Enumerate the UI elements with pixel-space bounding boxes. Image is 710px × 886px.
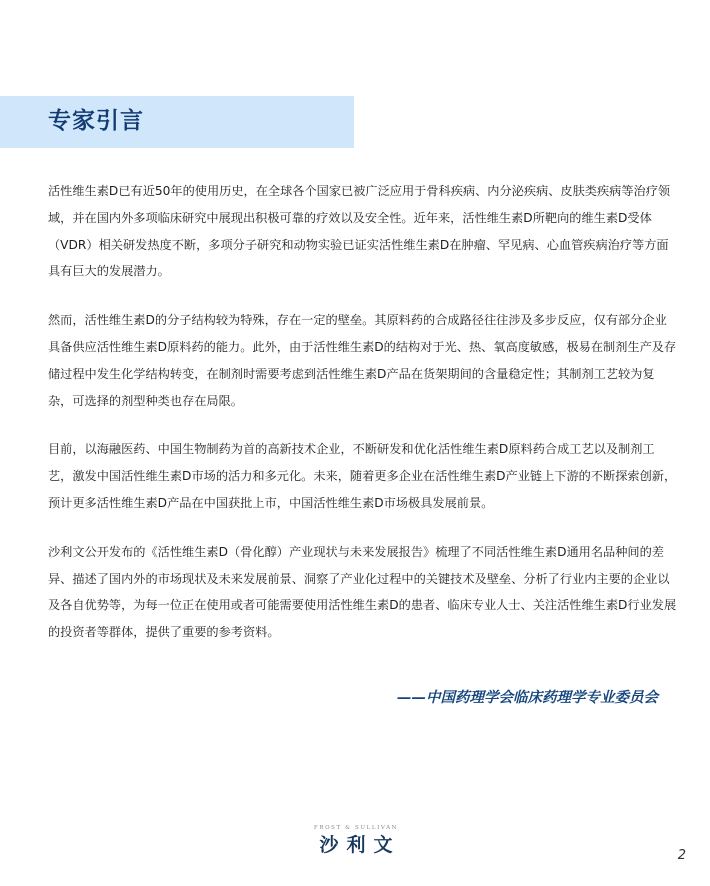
text-line: 目前，以海融医药、中国生物制药为首的高新技术企业，不断研发和优化活性维生素D原料药合成工艺以及制剂工 [48,442,655,457]
text-line: 的投资者等群体，提供了重要的参考资料。 [48,625,280,640]
body-text [48,178,677,668]
text-line: 具备供应活性维生素D原料药的能力。此外，由于活性维生素D的结构对于光、热、氧高度敏感，极易在制剂生产及存 [48,339,677,354]
logo-english: FROST & SULLIVAN [313,825,399,831]
text-line: 储过程中发生化学结构转变，在制剂时需要考虑到活性维生素D产品在货架期间的含量稳定性；其制剂工艺较为复 [48,366,655,381]
text-line: 域，并在国内外多项临床研究中展现出积极可靠的疗效以及安全性。近年来，活性维生素D所靶向的维生素D受体 [48,210,652,225]
signature: ——中国药理学会临床药理学专业委员会 [397,690,658,706]
text-line: 沙利文公开发布的《活性维生素D（骨化醇）产业现状与未来发展报告》梳理了不同活性维生素D通用名品种间的差 [48,544,664,559]
text-line: 然而，活性维生素D的分子结构较为特殊，存在一定的壁垒。其原料药的合成路径往往涉及多步反应，仅有部分企业 [48,313,667,328]
paragraph-4 [48,539,677,646]
text-line: 异、描述了国内外的市场现状及未来发展前景、洞察了产业化过程中的关键技术及壁垒、分析了行业内主要的企业以 [48,571,670,586]
text-line: （VDR）相关研发热度不断，多项分子研究和动物实验已证实活性维生素D在肿瘤、罕见病、心血管疾病治疗等方面 [48,237,669,252]
paragraph-3 [48,436,677,516]
page-number: 2 [677,848,686,863]
paragraph-1 [48,178,671,285]
text-line: 艺，激发中国活性维生素D市场的活力和多元化。未来，随着更多企业在活性维生素D产业链上下游的不断探索创新， [48,469,677,484]
logo-chinese: 沙利文 [319,834,401,856]
text-line: 及各自优势等，为每一位正在使用或者可能需要使用活性维生素D的患者、临床专业人士、关注活性维生素D行业发展 [48,598,677,613]
text-line: 预计更多活性维生素D产品在中国获批上市，中国活性维生素D市场极具发展前景。 [48,495,494,510]
text-line: 杂，可选择的剂型种类也存在局限。 [48,393,243,408]
text-line: 具有巨大的发展潜力。 [48,264,170,279]
footer-logo [306,824,406,858]
section-title: 专家引言 [48,108,144,134]
text-line: 活性维生素D已有近50年的使用历史，在全球各个国家已被广泛应用于骨科疾病、内分泌疾病、皮肤类疾病等治疗领 [48,184,671,198]
paragraph-2 [48,307,677,414]
